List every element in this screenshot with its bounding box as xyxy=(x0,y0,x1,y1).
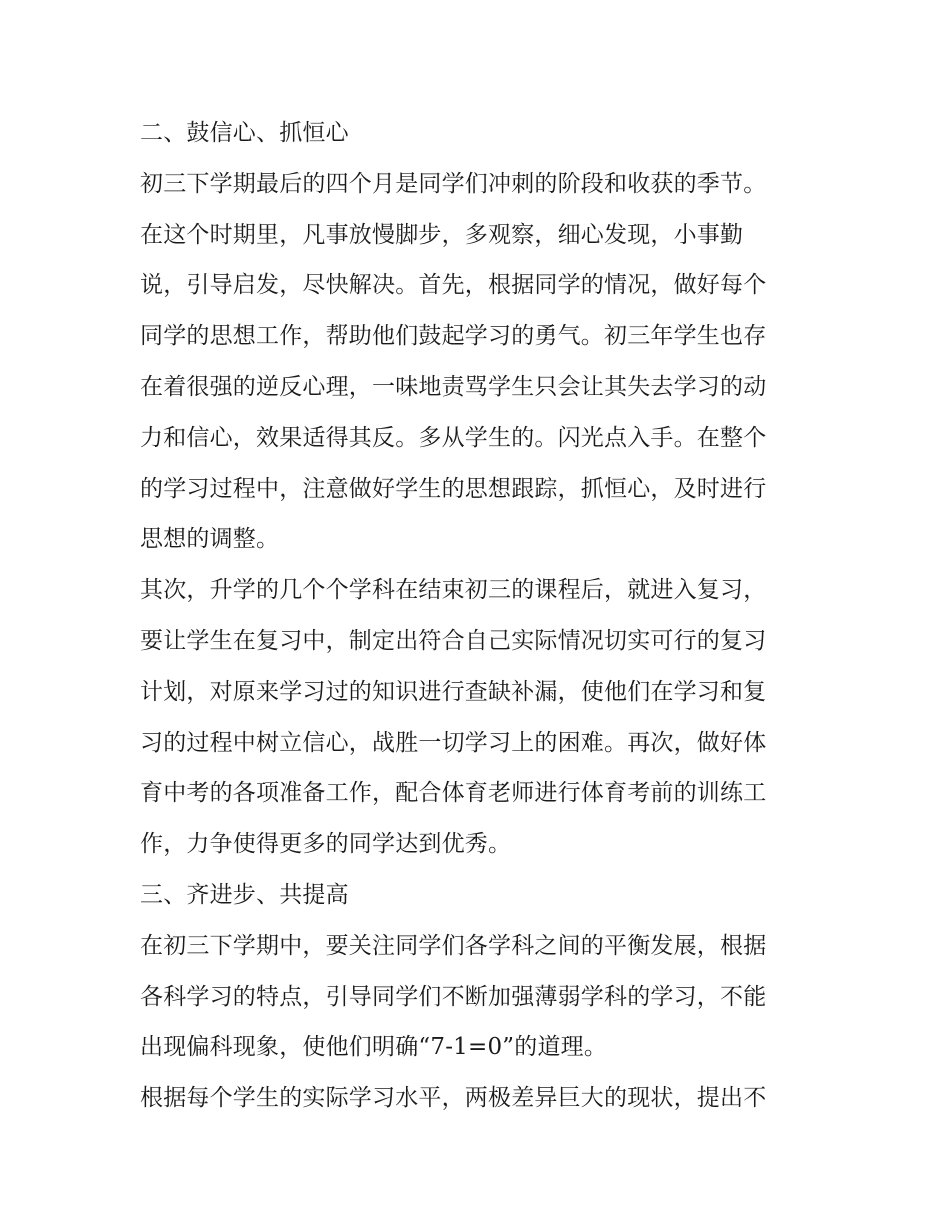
paragraph-line: 习的过程中树立信心，战胜一切学习上的困难。再次，做好体 xyxy=(140,729,767,756)
paragraph-line: 说，引导启发，尽快解决。首先，根据同学的情况，做好每个 xyxy=(140,272,767,299)
paragraph-line: 作，力争使得更多的同学达到优秀。 xyxy=(140,831,512,858)
paragraph-line: 力和信心，效果适得其反。多从学生的。闪光点入手。在整个 xyxy=(140,424,767,451)
paragraph-line: 在初三下学期中，要关注同学们各学科之间的平衡发展，根据 xyxy=(140,932,767,959)
paragraph-line: 的学习过程中，注意做好学生的思想跟踪，抓恒心，及时进行 xyxy=(140,475,767,502)
paragraph-line: 思想的调整。 xyxy=(140,526,280,553)
paragraph-line: 在着很强的逆反心理，一味地责骂学生只会让其失去学习的动 xyxy=(140,373,767,400)
paragraph-line: 其次，升学的几个个学科在结束初三的课程后，就进入复习， xyxy=(140,577,767,604)
paragraph-line: 根据每个学生的实际学习水平，两极差异巨大的现状，提出不 xyxy=(140,1085,767,1112)
paragraph-line: 计划，对原来学习过的知识进行查缺补漏，使他们在学习和复 xyxy=(140,678,767,705)
paragraph-line: 同学的思想工作，帮助他们鼓起学习的勇气。初三年学生也存 xyxy=(140,323,767,350)
paragraph-line: 要让学生在复习中，制定出符合自己实际情况切实可行的复习 xyxy=(140,627,767,654)
paragraph-line: 出现偏科现象，使他们明确“7-1=0”的道理。 xyxy=(140,1034,608,1061)
paragraph-line: 各科学习的特点，引导同学们不断加强薄弱学科的学习，不能 xyxy=(140,983,767,1010)
paragraph-line: 在这个时期里，凡事放慢脚步，多观察，细心发现，小事勤 xyxy=(140,221,744,248)
section-heading: 三、齐进步、共提高 xyxy=(140,881,349,908)
paragraph-line: 初三下学期最后的四个月是同学们冲刺的阶段和收获的季节。 xyxy=(140,170,767,197)
document-body xyxy=(140,108,820,1124)
paragraph-line: 育中考的各项准备工作，配合体育老师进行体育考前的训练工 xyxy=(140,780,767,807)
section-heading: 二、鼓信心、抓恒心 xyxy=(140,120,349,146)
